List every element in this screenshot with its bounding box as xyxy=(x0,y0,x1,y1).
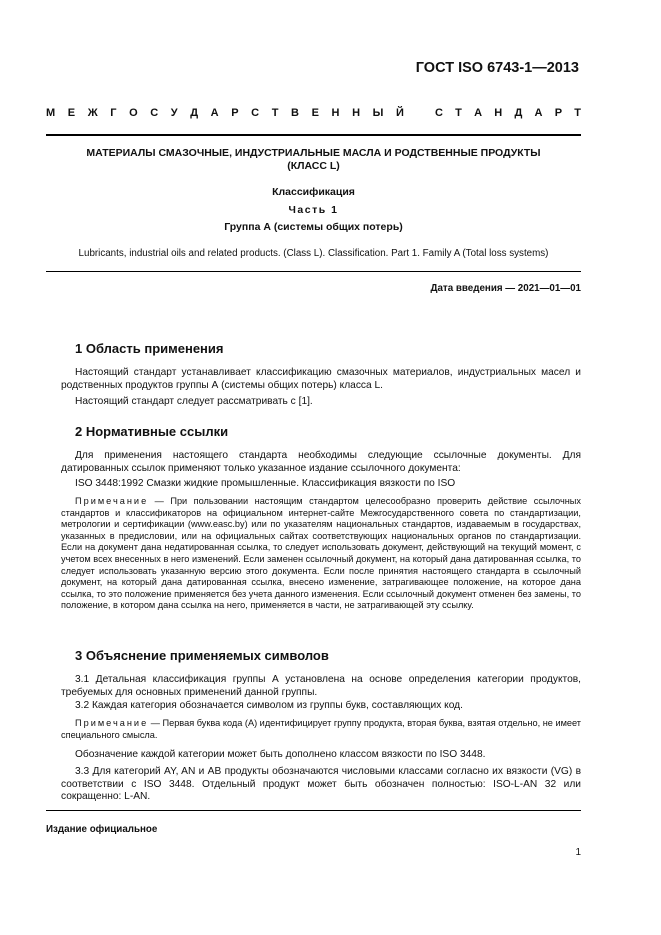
section-1-paragraph-2: Настоящий стандарт следует рассматривать с [1]. xyxy=(75,396,313,407)
note-label: Примечание xyxy=(75,718,149,728)
section-3-paragraph-3: Обозначение каждой категории может быть дополнено классом вязкости по ISO 3448. xyxy=(75,749,486,760)
english-title: Lubricants, industrial oils and related products. (Class L). Classification. Part 1. Family A (Total loss systems) xyxy=(78,248,549,259)
section-3-note xyxy=(61,718,581,741)
title-rule xyxy=(46,271,581,272)
part-title: Часть 1 xyxy=(288,204,339,216)
banner-right: С Т А Н Д А Р Т xyxy=(435,107,581,119)
section-3-paragraph-1: 3.1 Детальная классификация группы А установлена на основе определения категории продуктов, требуемых для основных применений данной группы. xyxy=(61,674,581,698)
section-2-paragraph-1: Для применения настоящего стандарта необходимы следующие ссылочные документы. Для датированных ссылок применяют только указанное издание ссылочного документа: xyxy=(61,450,581,474)
title-line-2: (КЛАСС L) xyxy=(287,160,340,172)
banner-left: М Е Ж Г О С У Д А Р С Т В Е Н Н Ы Й xyxy=(46,107,404,119)
section-2-note xyxy=(61,496,581,612)
section-3-heading: 3 Объяснение применяемых символов xyxy=(75,648,329,663)
note-label: Примечание xyxy=(75,496,149,506)
reference-iso-3448: ISO 3448:1992 Смазки жидкие промышленные. Классификация вязкости по ISO xyxy=(75,478,456,489)
section-1-paragraph-1: Настоящий стандарт устанавливает классификацию смазочных материалов, индустриальных масел и родственных продуктов группы А (системы общих потерь) класса L. xyxy=(61,367,581,391)
official-edition-label: Издание официальное xyxy=(46,824,158,835)
document-title xyxy=(46,147,581,173)
group-title: Группа А (системы общих потерь) xyxy=(224,221,403,233)
standard-banner xyxy=(46,107,581,125)
page-number: 1 xyxy=(575,847,581,858)
header-rule xyxy=(46,134,581,136)
section-2-heading: 2 Нормативные ссылки xyxy=(75,424,229,439)
classification-title: Классификация xyxy=(272,186,355,198)
section-3-paragraph-2: 3.2 Каждая категория обозначается символом из группы букв, составляющих код. xyxy=(75,700,463,711)
note-text: — При пользовании настоящим стандартом целесообразно проверить действие ссылочных стандартов и классификаторов на официальном интернет-сайте Межгосударственного совета по стандартизации, метрологии и сертификации (www.easc.by) или по указателям национальных стандартов, издаваемым в государствах, указанных в предисловии, или на официальных сайтах соответствующих национальных органов по стандартизации. Если на документ дана недатированная ссылка, то следует использовать документ, действующий на текущий момент, с учетом всех внесенных в него изменений. Если заменен ссылочный документ, на который дана датированная ссылка, то следует использовать указанную версию этого документа. Если после принятия настоящего стандарта в ссылочный документ, на который дана датированная ссылка, внесено изменение, затрагивающее положение, на которое дана ссылка, то это положение применяется без учета данного изменения. Если ссылочный документ отменен без замены, то положение, в котором дана ссылка на него, применяется в части, не затрагивающей эту ссылку. xyxy=(61,496,581,611)
section-1-heading: 1 Область применения xyxy=(75,341,224,356)
section-3-paragraph-4: 3.3 Для категорий AY, AN и AB продукты обозначаются числовыми классами согласно их вязкости (VG) в соответствии с ISO 3448. Отдельный продукт может быть обозначен полностью: ISO-L-AN 32 или сокращенно: L-AN. xyxy=(61,766,581,803)
footer-rule xyxy=(46,810,581,811)
introduction-date: Дата введения — 2021—01—01 xyxy=(430,283,581,294)
note-text: — Первая буква кода (А) идентифицирует группу продукта, вторая буква, взятая отдельно, не имеет специального смысла. xyxy=(61,718,582,740)
document-number: ГОСТ ISO 6743-1—2013 xyxy=(415,60,579,76)
title-line-1: МАТЕРИАЛЫ СМАЗОЧНЫЕ, ИНДУСТРИАЛЬНЫЕ МАСЛА И РОДСТВЕННЫЕ ПРОДУКТЫ xyxy=(86,147,541,159)
